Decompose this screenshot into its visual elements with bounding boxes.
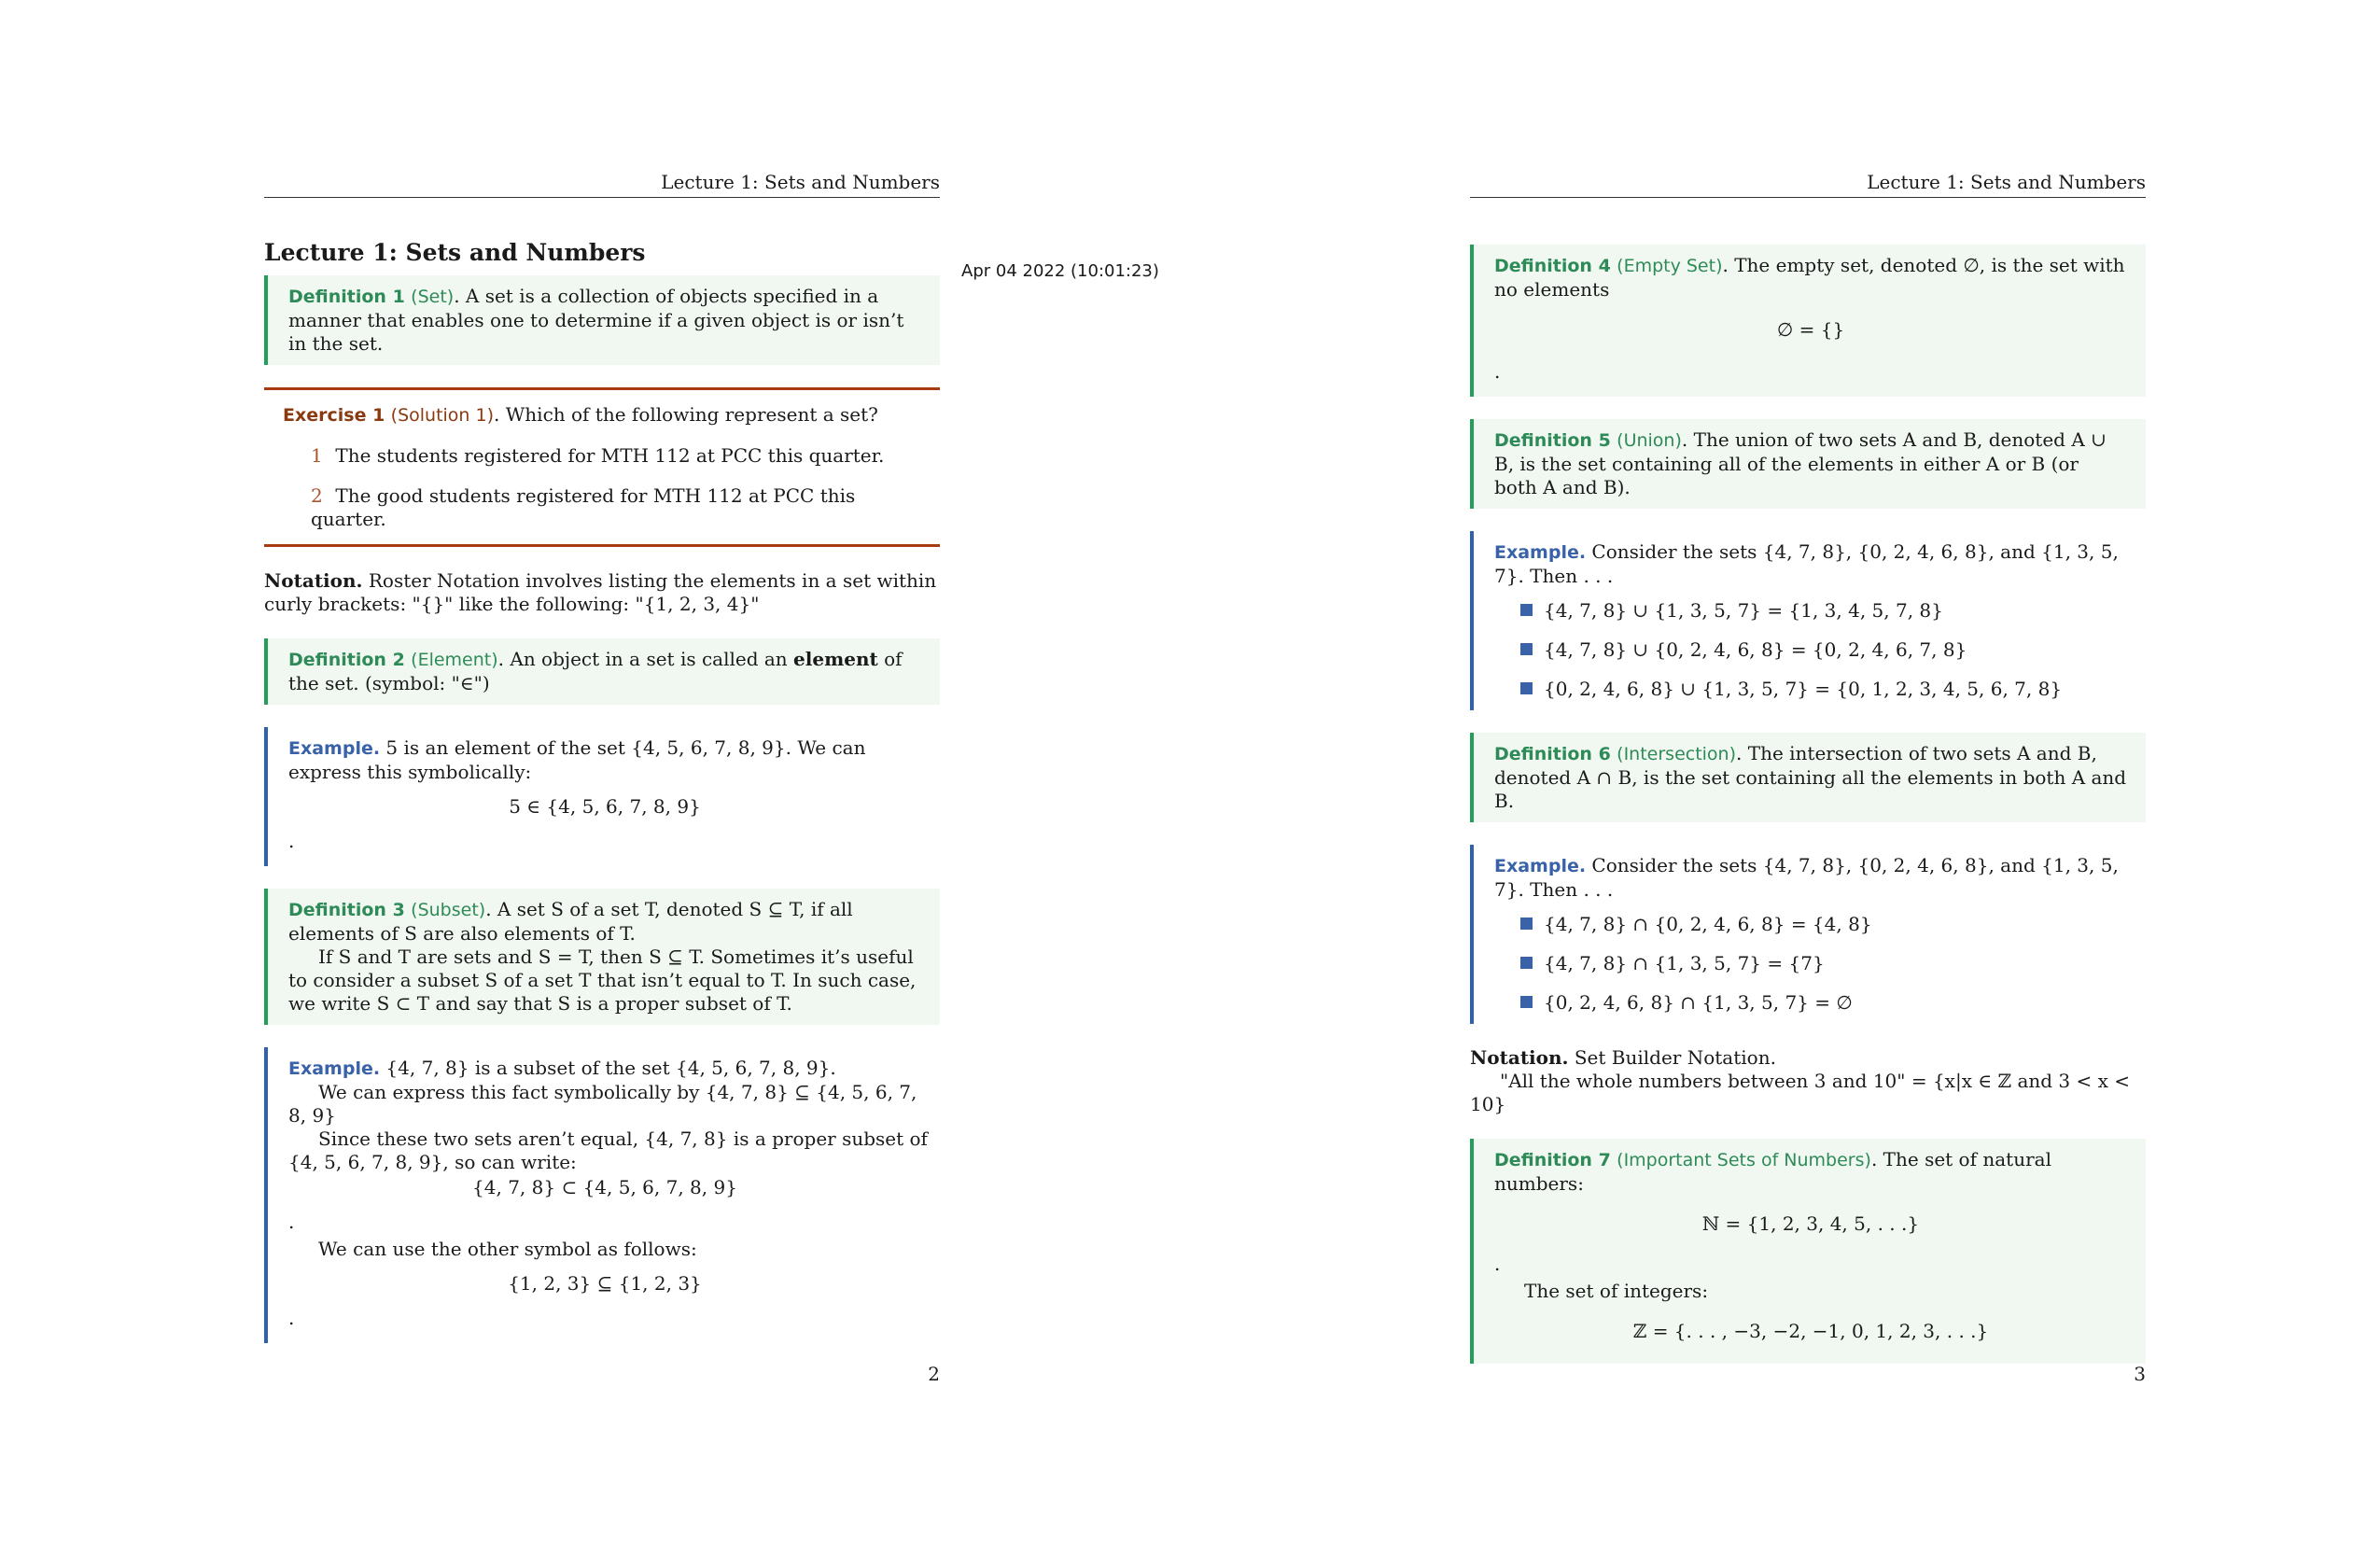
example-text: Consider the sets {4, 7, 8}, {0, 2, 4, 6, 8}, and {1, 3, 5, 7}. Then . . . xyxy=(1494,540,2119,587)
example-label: Example. xyxy=(1494,542,1587,563)
definition-text: . An object in a set is called an xyxy=(497,648,794,670)
item-text: {0, 2, 4, 6, 8} ∪ {1, 3, 5, 7} = {0, 1, 2, 3, 4, 5, 6, 7, 8} xyxy=(1544,678,2063,700)
definition-label: Definition 5 xyxy=(1494,430,1611,451)
display-math: ∅ = {} xyxy=(1776,318,1845,341)
square-bullet-icon xyxy=(1520,996,1533,1008)
definition-label: Definition 3 xyxy=(288,900,405,920)
item-text: {4, 7, 8} ∪ {0, 2, 4, 6, 8} = {0, 2, 4, 6, 7, 8} xyxy=(1544,638,1967,661)
definition-empty-set xyxy=(1470,245,2146,397)
definition-intersection xyxy=(1470,733,2146,822)
definition-name: (Intersection) xyxy=(1617,744,1737,764)
example-label: Example. xyxy=(288,1058,381,1079)
running-head: Lecture 1: Sets and Numbers xyxy=(264,171,940,198)
item-text: The students registered for MTH 112 at PCC this quarter. xyxy=(335,444,885,467)
definition-text: . The intersection of two sets A and B, denoted A ∩ B, is the set containing all the elements in both A and B. xyxy=(1494,742,2127,812)
example-line: Since these two sets aren’t equal, {4, 7, 8} is a proper subset of {4, 5, 6, 7, 8, 9}, so can write: xyxy=(288,1128,928,1173)
definition-set xyxy=(264,275,940,365)
item-text: {4, 7, 8} ∩ {1, 3, 5, 7} = {7} xyxy=(1544,952,1825,974)
definition-name: (Union) xyxy=(1617,430,1682,451)
list-item xyxy=(311,444,921,468)
item-number: 2 xyxy=(311,484,323,507)
display-math: {4, 7, 8} ⊂ {4, 5, 6, 7, 8, 9} xyxy=(472,1176,737,1198)
definition-label: Definition 1 xyxy=(288,287,405,307)
example-text: 5 is an element of the set {4, 5, 6, 7, 8, 9}. We can express this symbolically: xyxy=(288,736,866,783)
definition-keyword: element xyxy=(793,648,878,670)
example-list xyxy=(1520,599,2127,701)
definition-name: (Empty Set) xyxy=(1617,256,1723,276)
period: . xyxy=(288,1211,295,1233)
example-line: We can use the other symbol as follows: xyxy=(318,1238,697,1260)
notation-text: Roster Notation involves listing the elements in a set within curly brackets: "{}" like the following: "{1, 2, 3, 4}" xyxy=(264,569,937,615)
definition-label: Definition 4 xyxy=(1494,256,1611,276)
definition-subset xyxy=(264,889,940,1025)
item-text: The good students registered for MTH 112 at PCC this quarter. xyxy=(311,484,856,530)
list-item xyxy=(1520,638,2127,662)
notation-text: Set Builder Notation. xyxy=(1568,1046,1776,1069)
page-content xyxy=(1470,245,2146,1386)
square-bullet-icon xyxy=(1520,643,1533,655)
definition-number-sets xyxy=(1470,1139,2146,1364)
list-item xyxy=(1520,678,2127,701)
definition-label: Definition 2 xyxy=(288,650,405,670)
period: . xyxy=(288,1307,295,1329)
square-bullet-icon xyxy=(1520,682,1533,694)
exercise-1 xyxy=(264,387,940,547)
exercise-text: . Which of the following represent a set? xyxy=(494,403,878,426)
display-math: ℤ = {. . . , −3, −2, −1, 0, 1, 2, 3, . . .} xyxy=(1632,1320,1989,1342)
exercise-solution-link[interactable]: (Solution 1) xyxy=(390,405,495,426)
item-text: {4, 7, 8} ∩ {0, 2, 4, 6, 8} = {4, 8} xyxy=(1544,913,1872,935)
item-text: {4, 7, 8} ∪ {1, 3, 5, 7} = {1, 3, 4, 5, 7, 8} xyxy=(1544,599,1943,622)
definition-text: . A set S of a set T, denoted S ⊆ T, if all elements of S are also elements of T. xyxy=(288,898,853,945)
example-subset xyxy=(264,1047,940,1343)
item-text: {0, 2, 4, 6, 8} ∩ {1, 3, 5, 7} = ∅ xyxy=(1544,991,1853,1014)
period: . xyxy=(1494,1253,1501,1275)
square-bullet-icon xyxy=(1520,957,1533,969)
square-bullet-icon xyxy=(1520,918,1533,930)
notation-set-builder xyxy=(1470,1046,2146,1116)
definition-text: . The union of two sets A and B, denoted A ∪ B, is the set containing all of the elements in either A or B (or both A and B). xyxy=(1494,428,2107,498)
definition-text: of the set. (symbol: "∈") xyxy=(288,648,903,694)
definition-line: The set of integers: xyxy=(1524,1280,1709,1302)
notation-roster xyxy=(264,569,940,616)
list-item xyxy=(1520,599,2127,623)
exercise-label: Exercise 1 xyxy=(283,405,385,426)
example-list xyxy=(1520,913,2127,1015)
running-head: Lecture 1: Sets and Numbers xyxy=(1470,171,2146,198)
example-element xyxy=(264,727,940,866)
definition-paragraph: If S and T are sets and S = T, then S ⊆ T. Sometimes it’s useful to consider a subset S of a set T that isn’t equal to T. In such case, we write S ⊂ T and say that S is a proper subset of T. xyxy=(288,946,917,1015)
period: . xyxy=(288,830,295,852)
example-label: Example. xyxy=(1494,856,1587,876)
example-text: {4, 7, 8} is a subset of the set {4, 5, 6, 7, 8, 9}. xyxy=(380,1057,836,1079)
lecture-title: Lecture 1: Sets and Numbers xyxy=(264,239,646,266)
display-math: ℕ = {1, 2, 3, 4, 5, . . .} xyxy=(1701,1212,1920,1235)
display-math: {1, 2, 3} ⊆ {1, 2, 3} xyxy=(508,1272,702,1295)
item-number: 1 xyxy=(311,444,323,467)
definition-name: (Element) xyxy=(411,650,498,670)
timestamp: Apr 04 2022 (10:01:23) xyxy=(961,261,1159,281)
definition-union xyxy=(1470,419,2146,509)
square-bullet-icon xyxy=(1520,604,1533,616)
page-content xyxy=(264,241,940,1366)
definition-text: . The set of natural numbers: xyxy=(1494,1148,2051,1195)
example-intersection xyxy=(1470,845,2146,1024)
notation-line: "All the whole numbers between 3 and 10" = {x|x ∈ ℤ and 3 < x < 10} xyxy=(1470,1070,2131,1115)
definition-name: (Set) xyxy=(411,287,455,307)
notation-label: Notation. xyxy=(1470,1046,1569,1069)
notation-label: Notation. xyxy=(264,569,363,592)
period: . xyxy=(1494,360,1501,383)
page-number: 3 xyxy=(2134,1363,2146,1385)
list-item xyxy=(1520,991,2127,1015)
example-label: Example. xyxy=(288,738,381,759)
example-line: We can express this fact symbolically by {4, 7, 8} ⊆ {4, 5, 6, 7, 8, 9} xyxy=(288,1081,917,1127)
definition-text: . A set is a collection of objects specified in a manner that enables one to determine if a given object is or isn’t in the set. xyxy=(288,285,904,355)
list-item xyxy=(311,484,921,531)
definition-name: (Subset) xyxy=(411,900,486,920)
definition-element xyxy=(264,638,940,705)
page-number: 2 xyxy=(928,1363,940,1385)
definition-label: Definition 6 xyxy=(1494,744,1611,764)
definition-text: . The empty set, denoted ∅, is the set with no elements xyxy=(1494,254,2125,301)
list-item xyxy=(1520,952,2127,975)
example-text: Consider the sets {4, 7, 8}, {0, 2, 4, 6, 8}, and {1, 3, 5, 7}. Then . . . xyxy=(1494,854,2119,901)
example-union xyxy=(1470,531,2146,710)
definition-name: (Important Sets of Numbers) xyxy=(1617,1150,1871,1170)
definition-label: Definition 7 xyxy=(1494,1150,1611,1170)
display-math: 5 ∈ {4, 5, 6, 7, 8, 9} xyxy=(509,795,701,818)
list-item xyxy=(1520,913,2127,936)
